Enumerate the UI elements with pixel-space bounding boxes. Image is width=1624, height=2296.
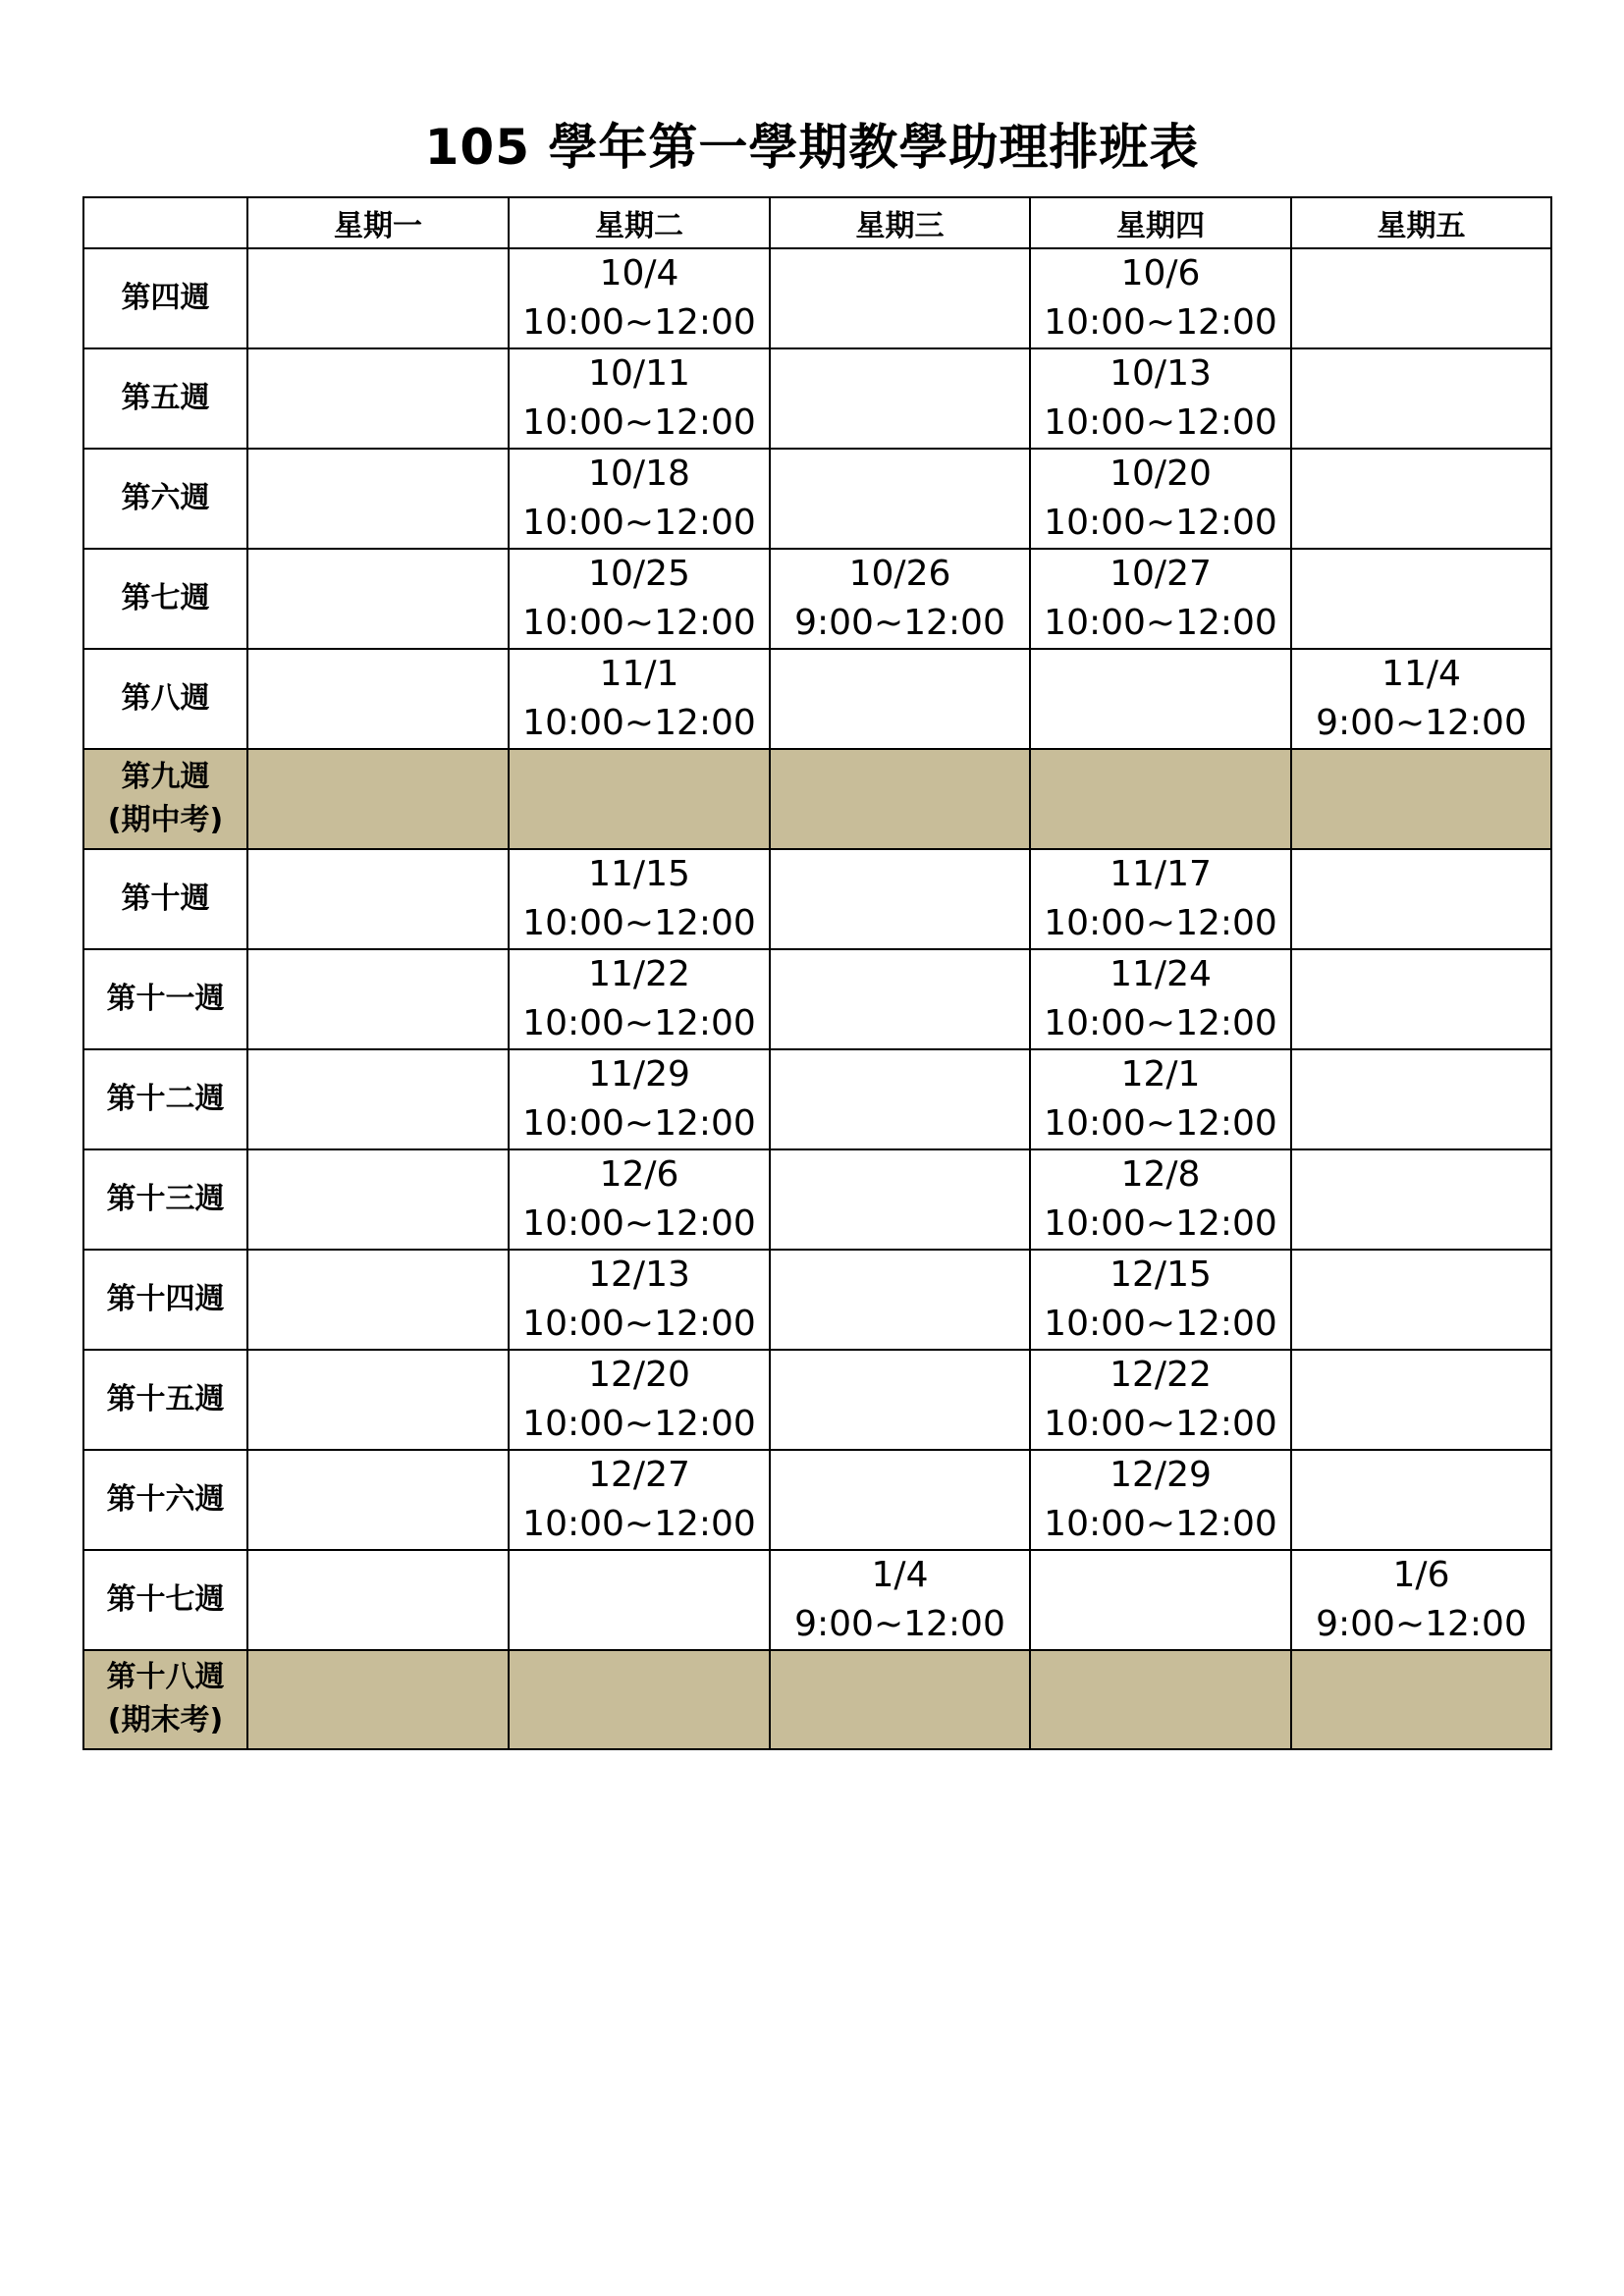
- shift-time: 9:00~12:00: [1316, 703, 1527, 743]
- empty-cell: [1291, 949, 1551, 1049]
- shift-time: 10:00~12:00: [522, 1002, 756, 1043]
- week-label: [83, 248, 247, 348]
- shift-time: 10:00~12:00: [522, 503, 756, 543]
- shift-date: 10/13: [1110, 353, 1212, 394]
- week-row: [83, 949, 1551, 1049]
- shift-date: 12/22: [1110, 1354, 1212, 1395]
- week-label: [83, 449, 247, 549]
- shift-cell: [1030, 549, 1291, 649]
- shift-cell: [1030, 248, 1291, 348]
- shift-time: 10:00~12:00: [1044, 902, 1277, 943]
- shift-date: 1/6: [1392, 1554, 1450, 1595]
- week-row: [83, 1149, 1551, 1250]
- empty-cell: [770, 1650, 1030, 1750]
- empty-cell: [770, 348, 1030, 449]
- empty-cell: [509, 1550, 770, 1650]
- shift-date: 12/15: [1110, 1254, 1212, 1295]
- empty-cell: [770, 449, 1030, 549]
- shift-cell: [509, 549, 770, 649]
- shift-cell: [1030, 1049, 1291, 1149]
- corner-cell: [83, 197, 247, 248]
- day-header: 星期四: [1030, 197, 1291, 248]
- shift-time: 9:00~12:00: [794, 1603, 1005, 1644]
- shift-time: 10:00~12:00: [1044, 1503, 1277, 1544]
- shift-time: 10:00~12:00: [1044, 503, 1277, 543]
- shift-cell: [509, 949, 770, 1049]
- shift-date: 11/17: [1110, 853, 1212, 894]
- empty-cell: [247, 1049, 509, 1149]
- day-header: 星期一: [247, 197, 509, 248]
- shift-date: 10/4: [599, 253, 679, 294]
- shift-cell: [509, 649, 770, 749]
- shift-time: 9:00~12:00: [1316, 1603, 1527, 1644]
- shift-time: 10:00~12:00: [1044, 1002, 1277, 1043]
- week-name: 第六週: [121, 481, 210, 515]
- week-label: [83, 1350, 247, 1450]
- shift-date: 10/11: [588, 353, 690, 394]
- week-name: 第十七週: [106, 1581, 225, 1617]
- empty-cell: [1291, 1250, 1551, 1350]
- shift-cell: [1030, 1350, 1291, 1450]
- empty-cell: [1291, 1450, 1551, 1550]
- week-label: [83, 1550, 247, 1650]
- shift-cell: [770, 1550, 1030, 1650]
- week-name: 第十四週: [106, 1281, 225, 1316]
- empty-cell: [509, 749, 770, 849]
- shift-cell: [509, 1450, 770, 1550]
- empty-cell: [247, 348, 509, 449]
- shift-cell: [1030, 849, 1291, 949]
- shift-date: 11/22: [588, 953, 690, 994]
- week-row: [83, 248, 1551, 348]
- week-name: 第十八週: [106, 1660, 225, 1695]
- shift-cell: [1030, 1250, 1291, 1350]
- week-label: [83, 749, 247, 849]
- week-name: 第十週: [121, 881, 210, 916]
- shift-date: 10/6: [1120, 253, 1201, 294]
- week-note: (期末考): [107, 1703, 224, 1738]
- week-name: 第十六週: [106, 1481, 225, 1517]
- week-name: 第十三週: [106, 1181, 225, 1216]
- shift-time: 9:00~12:00: [794, 603, 1005, 643]
- shift-time: 10:00~12:00: [522, 1102, 756, 1144]
- day-header: 星期二: [509, 197, 770, 248]
- week-label: [83, 849, 247, 949]
- shift-date: 12/27: [588, 1454, 690, 1495]
- week-label: [83, 1250, 247, 1350]
- week-label: [83, 1149, 247, 1250]
- shift-cell: [509, 248, 770, 348]
- empty-cell: [1291, 248, 1551, 348]
- empty-cell: [247, 649, 509, 749]
- week-name: 第八週: [121, 681, 210, 716]
- week-row: [83, 549, 1551, 649]
- shift-time: 10:00~12:00: [1044, 1303, 1277, 1344]
- empty-cell: [509, 1650, 770, 1750]
- schedule-table: [82, 196, 1552, 1750]
- shift-date: 12/20: [588, 1354, 690, 1395]
- empty-cell: [770, 849, 1030, 949]
- empty-cell: [1291, 749, 1551, 849]
- shift-cell: [1030, 1450, 1291, 1550]
- shift-cell: [1291, 1550, 1551, 1650]
- week-label: [83, 949, 247, 1049]
- shift-cell: [509, 1350, 770, 1450]
- shift-time: 10:00~12:00: [522, 902, 756, 943]
- shift-time: 10:00~12:00: [1044, 603, 1277, 643]
- empty-cell: [770, 649, 1030, 749]
- empty-cell: [770, 1450, 1030, 1550]
- week-label: [83, 549, 247, 649]
- week-label: [83, 1450, 247, 1550]
- week-name: 第七週: [121, 581, 210, 615]
- week-name: 第五週: [121, 381, 210, 415]
- shift-date: 11/29: [588, 1053, 690, 1095]
- shift-date: 11/15: [588, 853, 690, 894]
- week-row: [83, 348, 1551, 449]
- empty-cell: [770, 749, 1030, 849]
- week-label: [83, 1650, 247, 1750]
- shift-time: 10:00~12:00: [522, 402, 756, 443]
- shift-time: 10:00~12:00: [1044, 1403, 1277, 1444]
- week-row: [83, 1350, 1551, 1450]
- exam-week-row: [83, 1650, 1551, 1750]
- empty-cell: [1030, 1650, 1291, 1750]
- exam-week-row: [83, 749, 1551, 849]
- schedule-body: [83, 248, 1551, 1749]
- shift-cell: [1030, 348, 1291, 449]
- empty-cell: [247, 549, 509, 649]
- empty-cell: [1291, 1149, 1551, 1250]
- shift-date: 10/25: [588, 554, 690, 594]
- shift-cell: [1030, 1149, 1291, 1250]
- empty-cell: [1291, 1650, 1551, 1750]
- shift-date: 12/6: [599, 1153, 679, 1195]
- week-label: [83, 348, 247, 449]
- empty-cell: [247, 1650, 509, 1750]
- empty-cell: [247, 1149, 509, 1250]
- week-row: [83, 849, 1551, 949]
- shift-cell: [1030, 449, 1291, 549]
- shift-time: 10:00~12:00: [1044, 1102, 1277, 1144]
- week-note: (期中考): [107, 802, 224, 837]
- week-name: 第九週: [121, 759, 210, 794]
- empty-cell: [1291, 1350, 1551, 1450]
- header-row: [83, 197, 1551, 248]
- shift-time: 10:00~12:00: [522, 703, 756, 743]
- shift-cell: [770, 549, 1030, 649]
- week-label: [83, 649, 247, 749]
- empty-cell: [247, 248, 509, 348]
- week-row: [83, 649, 1551, 749]
- day-header: 星期五: [1291, 197, 1551, 248]
- week-name: 第四週: [121, 281, 210, 315]
- shift-date: 10/18: [588, 454, 690, 494]
- shift-cell: [509, 348, 770, 449]
- empty-cell: [770, 949, 1030, 1049]
- empty-cell: [1030, 749, 1291, 849]
- empty-cell: [1291, 849, 1551, 949]
- shift-time: 10:00~12:00: [522, 302, 756, 343]
- shift-date: 12/8: [1120, 1153, 1201, 1195]
- empty-cell: [247, 849, 509, 949]
- empty-cell: [1291, 1049, 1551, 1149]
- shift-time: 10:00~12:00: [1044, 302, 1277, 343]
- shift-cell: [509, 1250, 770, 1350]
- empty-cell: [247, 1350, 509, 1450]
- week-row: [83, 449, 1551, 549]
- shift-time: 10:00~12:00: [522, 1303, 756, 1344]
- shift-cell: [509, 1049, 770, 1149]
- empty-cell: [247, 1550, 509, 1650]
- empty-cell: [1030, 1550, 1291, 1650]
- shift-date: 10/27: [1110, 554, 1212, 594]
- shift-cell: [509, 1149, 770, 1250]
- shift-date: 12/13: [588, 1254, 690, 1295]
- shift-cell: [509, 449, 770, 549]
- week-label: [83, 1049, 247, 1149]
- week-name: 第十二週: [106, 1081, 225, 1116]
- shift-time: 10:00~12:00: [522, 1202, 756, 1244]
- empty-cell: [770, 1149, 1030, 1250]
- shift-date: 11/1: [599, 654, 679, 694]
- page-title: 105 學年第一學期教學助理排班表: [424, 119, 1200, 176]
- week-row: [83, 1049, 1551, 1149]
- empty-cell: [770, 1250, 1030, 1350]
- shift-date: 1/4: [871, 1554, 929, 1595]
- shift-time: 10:00~12:00: [522, 1503, 756, 1544]
- week-name: 第十五週: [106, 1381, 225, 1416]
- empty-cell: [770, 1049, 1030, 1149]
- day-header: 星期三: [770, 197, 1030, 248]
- shift-cell: [1291, 649, 1551, 749]
- empty-cell: [1291, 549, 1551, 649]
- shift-time: 10:00~12:00: [522, 1403, 756, 1444]
- empty-cell: [1030, 649, 1291, 749]
- shift-date: 11/24: [1110, 953, 1212, 994]
- shift-time: 10:00~12:00: [522, 603, 756, 643]
- empty-cell: [247, 1250, 509, 1350]
- week-name: 第十一週: [106, 981, 225, 1016]
- shift-time: 10:00~12:00: [1044, 1202, 1277, 1244]
- empty-cell: [247, 949, 509, 1049]
- empty-cell: [247, 449, 509, 549]
- empty-cell: [247, 1450, 509, 1550]
- empty-cell: [1291, 449, 1551, 549]
- week-row: [83, 1450, 1551, 1550]
- shift-date: 10/26: [848, 554, 951, 594]
- shift-date: 12/29: [1110, 1454, 1212, 1495]
- empty-cell: [247, 749, 509, 849]
- empty-cell: [770, 248, 1030, 348]
- shift-cell: [509, 849, 770, 949]
- shift-date: 11/4: [1381, 654, 1461, 694]
- shift-cell: [1030, 949, 1291, 1049]
- shift-date: 10/20: [1110, 454, 1212, 494]
- week-row: [83, 1250, 1551, 1350]
- shift-date: 12/1: [1120, 1053, 1201, 1095]
- shift-time: 10:00~12:00: [1044, 402, 1277, 443]
- empty-cell: [1291, 348, 1551, 449]
- empty-cell: [770, 1350, 1030, 1450]
- week-row: [83, 1550, 1551, 1650]
